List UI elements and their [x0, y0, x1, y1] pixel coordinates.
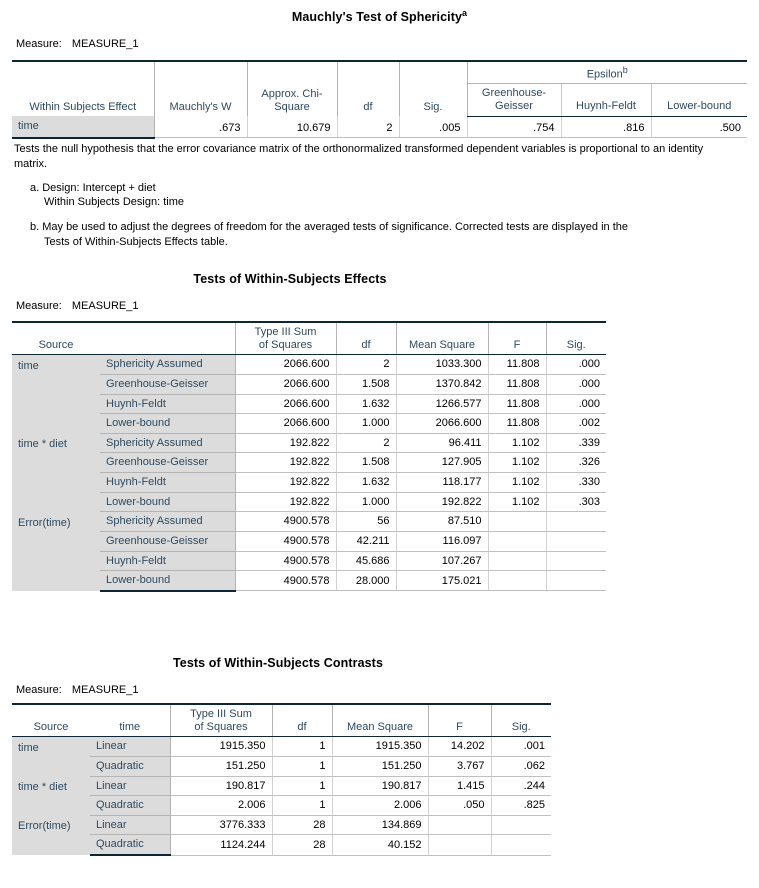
wse-cell-ss: 192.822: [235, 492, 336, 512]
wse-correction-label: Greenhouse-Geisser: [100, 532, 235, 552]
wse-title: Tests of Within-Subjects Effects: [193, 272, 387, 286]
wsc-cell-f: .050: [428, 796, 491, 816]
wse-correction-label: Greenhouse-Geisser: [100, 374, 235, 394]
wsc-contrast-label: Linear: [90, 815, 170, 835]
mauchly-cell-greenhouse-geisser: .754: [467, 116, 561, 138]
wse-cell-df: 1.632: [336, 394, 396, 414]
wse-cell-ms: 116.097: [396, 532, 488, 552]
wse-cell-ms: 96.411: [396, 433, 488, 453]
table-row: [12, 394, 606, 414]
table-row: [12, 492, 606, 512]
mauchly-col-lower-bound: Lower-bound: [651, 84, 747, 116]
table-row: [12, 776, 551, 796]
wse-col-f: F: [488, 322, 546, 355]
within-subjects-contrasts-table-block: [0, 656, 759, 856]
mauchly-col-huynh-feldt: Huynh-Feldt: [561, 84, 651, 116]
wsc-group-label-time: time: [12, 737, 90, 776]
wse-cell-df: 56: [336, 512, 396, 532]
wsc-measure-line: [16, 684, 759, 696]
wse-cell-df: 28.000: [336, 571, 396, 591]
wse-cell-sig: .326: [546, 453, 606, 473]
wsc-cell-ss: 1915.350: [170, 737, 272, 757]
mauchly-col-sig: Sig.: [399, 61, 467, 116]
wsc-cell-sig: .062: [491, 756, 551, 776]
wse-cell-f: 11.808: [488, 374, 546, 394]
mauchly-title-text: Mauchly's Test of Sphericity: [291, 10, 463, 25]
wse-cell-f: [488, 551, 546, 571]
wsc-group-label-error-time: Error(time): [12, 815, 90, 855]
wsc-col-df: df: [272, 704, 332, 737]
wsc-cell-ms: 2.006: [332, 796, 428, 816]
mauchly-title: [0, 8, 759, 24]
wsc-cell-ms: 134.869: [332, 815, 428, 835]
mauchly-group-header-row: [12, 61, 747, 84]
wse-cell-ss: 4900.578: [235, 571, 336, 591]
wse-cell-ss: 2066.600: [235, 414, 336, 434]
wsc-cell-f: [428, 815, 491, 835]
mauchly-footnote-a-line1: a. Design: Intercept + diet: [30, 181, 156, 194]
mauchly-group-header-epsilon: [467, 61, 747, 84]
wsc-contrast-label: Linear: [90, 776, 170, 796]
wse-cell-ms: 107.267: [396, 551, 488, 571]
wse-cell-df: 1.632: [336, 473, 396, 493]
wse-col-spacer: [100, 322, 235, 355]
mauchly-cell-df: 2: [337, 116, 399, 138]
wsc-cell-df: 1: [272, 756, 332, 776]
wse-cell-ms: 87.510: [396, 512, 488, 532]
table-row: [12, 473, 606, 493]
wsc-col-mean-square: Mean Square: [332, 704, 428, 737]
table-row: [12, 374, 606, 394]
wse-measure-value: MEASURE_1: [71, 300, 139, 312]
wsc-cell-f: 3.767: [428, 756, 491, 776]
wse-group-label-time: time: [12, 355, 100, 434]
wse-col-mean-square: Mean Square: [396, 322, 488, 355]
wse-cell-f: 11.808: [488, 414, 546, 434]
wsc-cell-sig: [491, 835, 551, 855]
wse-cell-f: 11.808: [488, 355, 546, 375]
within-subjects-contrasts-table: [12, 703, 551, 856]
mauchly-group-header-epsilon-text: Epsilon: [586, 68, 623, 81]
wse-cell-df: 2: [336, 355, 396, 375]
wse-cell-ss: 192.822: [235, 433, 336, 453]
table-row: [12, 571, 606, 591]
wsc-cell-df: 1: [272, 737, 332, 757]
wsc-contrast-label: Quadratic: [90, 756, 170, 776]
wsc-group-label-time-diet: time * diet: [12, 776, 90, 815]
wse-cell-f: 1.102: [488, 433, 546, 453]
wsc-cell-ss: 151.250: [170, 756, 272, 776]
wsc-col-type-iii-sum-of-squares: [170, 704, 272, 737]
wse-group-label-time-diet: time * diet: [12, 433, 100, 512]
table-row: [12, 756, 551, 776]
table-row: [12, 796, 551, 816]
wse-col-type-iii-sum-of-squares: [235, 322, 336, 355]
wse-cell-ss: 4900.578: [235, 512, 336, 532]
wsc-cell-f: 1.415: [428, 776, 491, 796]
wse-correction-label: Greenhouse-Geisser: [100, 453, 235, 473]
table-row: [12, 532, 606, 552]
wse-cell-f: 1.102: [488, 473, 546, 493]
wse-cell-f: [488, 512, 546, 532]
wsc-cell-ss: 190.817: [170, 776, 272, 796]
wse-cell-ss: 2066.600: [235, 394, 336, 414]
wsc-col-f: F: [428, 704, 491, 737]
wse-cell-sig: .000: [546, 374, 606, 394]
table-row: [12, 512, 606, 532]
wsc-cell-ss: 3776.333: [170, 815, 272, 835]
mauchly-footnote-b-line2: Tests of Within-Subjects Effects table.: [44, 236, 228, 249]
within-subjects-effects-table-block: [0, 272, 759, 592]
wsc-col-source: Source: [12, 704, 90, 737]
wsc-measure-label: Measure:: [16, 684, 62, 696]
wse-cell-sig: .339: [546, 433, 606, 453]
table-row: [12, 551, 606, 571]
wse-cell-f: 11.808: [488, 394, 546, 414]
wse-correction-label: Huynh-Feldt: [100, 394, 235, 414]
wse-col-ss-line1: Type III Sum: [254, 326, 317, 338]
wse-group-label-error-time: Error(time): [12, 512, 100, 591]
wse-cell-df: 1.508: [336, 374, 396, 394]
wsc-cell-ms: 151.250: [332, 756, 428, 776]
wse-col-df: df: [336, 322, 396, 355]
table-row: [12, 355, 606, 375]
wse-col-sig: Sig.: [546, 322, 606, 355]
wse-cell-ms: 127.905: [396, 453, 488, 473]
mauchly-cell-mauchlys-w: .673: [154, 116, 247, 138]
wse-correction-label: Huynh-Feldt: [100, 473, 235, 493]
wse-measure-line: [16, 300, 759, 312]
wse-cell-df: 42.211: [336, 532, 396, 552]
wse-cell-df: 2: [336, 433, 396, 453]
wsc-cell-df: 28: [272, 835, 332, 855]
wsc-cell-sig: .001: [491, 737, 551, 757]
wse-cell-sig: .330: [546, 473, 606, 493]
wse-cell-f: [488, 571, 546, 591]
wse-cell-df: 45.686: [336, 551, 396, 571]
table-row: [12, 116, 747, 138]
wse-correction-label: Sphericity Assumed: [100, 433, 235, 453]
mauchly-cell-approx-chi-square: 10.679: [247, 116, 337, 138]
wse-col-source: Source: [12, 322, 100, 355]
mauchly-measure-value: MEASURE_1: [71, 38, 139, 51]
wse-correction-label: Lower-bound: [100, 414, 235, 434]
wsc-cell-f: [428, 835, 491, 855]
wse-cell-df: 1.508: [336, 453, 396, 473]
wsc-contrast-label: Quadratic: [90, 796, 170, 816]
wse-cell-sig: [546, 551, 606, 571]
wse-correction-label: Sphericity Assumed: [100, 355, 235, 375]
wsc-cell-sig: [491, 815, 551, 835]
wsc-cell-ms: 40.152: [332, 835, 428, 855]
wsc-col-sig: Sig.: [491, 704, 551, 737]
wsc-cell-ms: 190.817: [332, 776, 428, 796]
wsc-cell-df: 28: [272, 815, 332, 835]
wse-header-row: [12, 322, 606, 355]
wsc-contrast-label: Quadratic: [90, 835, 170, 855]
wsc-cell-df: 1: [272, 776, 332, 796]
wsc-title: Tests of Within-Subjects Contrasts: [172, 656, 384, 670]
wse-correction-label: Lower-bound: [100, 571, 235, 591]
wsc-header-row: [12, 704, 551, 737]
wse-cell-sig: .000: [546, 355, 606, 375]
wse-col-ss-line2: of Squares: [258, 338, 313, 351]
wsc-cell-sig: .244: [491, 776, 551, 796]
wse-cell-f: 1.102: [488, 492, 546, 512]
table-row: [12, 737, 551, 757]
mauchly-col-greenhouse-geisser: Greenhouse- Geisser: [467, 84, 561, 116]
wsc-cell-ss: 2.006: [170, 796, 272, 816]
mauchly-footnote-a: [30, 181, 759, 211]
mauchly-col-df: df: [337, 61, 399, 116]
wse-cell-ms: 1033.300: [396, 355, 488, 375]
wsc-cell-ms: 1915.350: [332, 737, 428, 757]
wse-correction-label: Huynh-Feldt: [100, 551, 235, 571]
wse-cell-df: 1.000: [336, 492, 396, 512]
mauchly-cell-lower-bound: .500: [651, 116, 747, 138]
mauchly-title-superscript: a: [462, 8, 468, 18]
wse-cell-f: [488, 532, 546, 552]
wse-cell-ss: 2066.600: [235, 355, 336, 375]
wse-cell-ms: 2066.600: [396, 414, 488, 434]
mauchly-group-header-superscript: b: [622, 65, 628, 76]
wse-correction-label: Sphericity Assumed: [100, 512, 235, 532]
wse-cell-sig: .303: [546, 492, 606, 512]
wsc-cell-df: 1: [272, 796, 332, 816]
table-row: [12, 414, 606, 434]
wsc-col-time: time: [90, 704, 170, 737]
mauchly-footnote-b: [30, 220, 742, 250]
mauchly-col-mauchlys-w: Mauchly's W: [154, 61, 247, 116]
wsc-col-ss-line2: of Squares: [194, 720, 248, 733]
wse-cell-f: 1.102: [488, 453, 546, 473]
wsc-contrast-label: Linear: [90, 737, 170, 757]
wse-correction-label: Lower-bound: [100, 492, 235, 512]
mauchly-col-within-subjects-effect: Within Subjects Effect: [12, 61, 154, 116]
table-row: [12, 815, 551, 835]
mauchly-table: [12, 60, 747, 139]
table-row: [12, 453, 606, 473]
wse-cell-ms: 1266.577: [396, 394, 488, 414]
mauchly-measure-label: Measure:: [16, 38, 62, 51]
wsc-col-ss-line1: Type III Sum: [190, 708, 252, 720]
mauchly-table-block: [0, 8, 759, 250]
wse-cell-ms: 175.021: [396, 571, 488, 591]
wsc-cell-ss: 1124.244: [170, 835, 272, 855]
mauchly-measure-line: [16, 38, 759, 50]
mauchly-footnote-a-line2: Within Subjects Design: time: [44, 196, 184, 209]
wse-cell-df: 1.000: [336, 414, 396, 434]
wse-cell-sig: [546, 532, 606, 552]
within-subjects-effects-table: [12, 321, 606, 592]
wse-cell-sig: .002: [546, 414, 606, 434]
mauchly-col-approx-chi-square: Approx. Chi- Square: [247, 61, 337, 116]
wse-cell-ss: 2066.600: [235, 374, 336, 394]
wse-cell-ms: 192.822: [396, 492, 488, 512]
wse-cell-sig: [546, 512, 606, 532]
mauchly-footnote-main: Tests the null hypothesis that the error covariance matrix of the orthonormalized transformed dependent variables is proportional to an identity matrix.: [14, 142, 704, 170]
wse-cell-ss: 4900.578: [235, 551, 336, 571]
wse-cell-sig: .000: [546, 394, 606, 414]
table-row: [12, 835, 551, 855]
wse-cell-sig: [546, 571, 606, 591]
wse-cell-ms: 1370.842: [396, 374, 488, 394]
mauchly-row-label-time: time: [12, 116, 154, 138]
wse-cell-ss: 192.822: [235, 473, 336, 493]
mauchly-cell-sig: .005: [399, 116, 467, 138]
mauchly-cell-huynh-feldt: .816: [561, 116, 651, 138]
wsc-measure-value: MEASURE_1: [71, 684, 139, 696]
wse-measure-label: Measure:: [16, 300, 62, 312]
wse-cell-ms: 118.177: [396, 473, 488, 493]
mauchly-footnote-b-line1: b. May be used to adjust the degrees of freedom for the averaged tests of significance. Corrected tests are displayed in the: [30, 221, 629, 234]
wsc-cell-sig: .825: [491, 796, 551, 816]
wse-cell-ss: 4900.578: [235, 532, 336, 552]
wsc-cell-f: 14.202: [428, 737, 491, 757]
table-row: [12, 433, 606, 453]
wse-cell-ss: 192.822: [235, 453, 336, 473]
